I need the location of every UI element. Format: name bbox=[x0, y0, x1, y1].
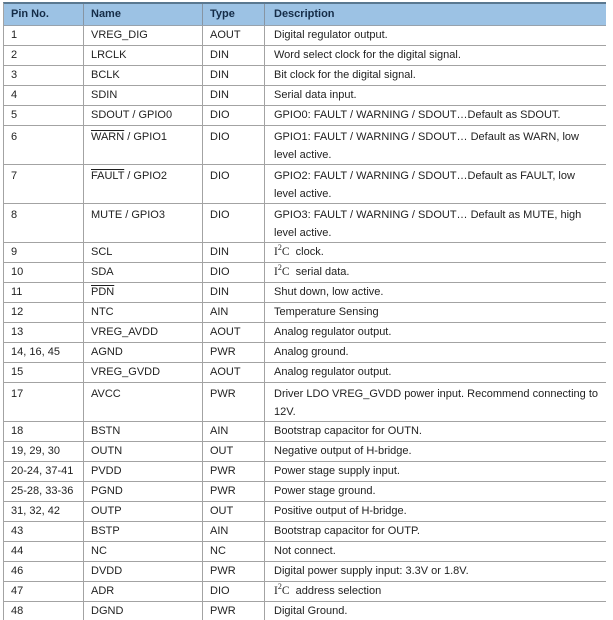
pin-number-cell: 31, 32, 42 bbox=[4, 502, 84, 521]
table-row bbox=[4, 46, 606, 66]
pin-description-cell: Digital Ground. bbox=[274, 605, 348, 617]
pin-type-cell: DIO bbox=[203, 106, 265, 125]
pin-number-cell: 6 bbox=[4, 126, 84, 164]
pin-description-cell: Positive output of H-bridge. bbox=[274, 505, 407, 517]
pin-number-cell: 44 bbox=[4, 542, 84, 561]
pin-name-cell: VREG_GVDD bbox=[84, 363, 203, 382]
column-header-type: Type bbox=[203, 4, 265, 25]
pin-number-cell: 7 bbox=[4, 165, 84, 203]
pin-name-cell: NC bbox=[84, 542, 203, 561]
pin-name-cell: PGND bbox=[84, 482, 203, 501]
pin-description-cell: GPIO0: FAULT / WARNING / SDOUT…Default as SDOUT. bbox=[274, 109, 561, 121]
pin-description-cell: Not connect. bbox=[274, 545, 336, 557]
pin-type-cell: DIN bbox=[203, 46, 265, 65]
pin-name-cell: PVDD bbox=[84, 462, 203, 481]
pin-description-cell: Power stage ground. bbox=[274, 485, 376, 497]
pin-type-cell: PWR bbox=[203, 383, 265, 421]
pin-type-cell: DIO bbox=[203, 126, 265, 164]
pin-type-cell: PWR bbox=[203, 562, 265, 581]
table-row bbox=[4, 86, 606, 106]
pin-type-cell: DIO bbox=[203, 165, 265, 203]
pin-number-cell: 25-28, 33-36 bbox=[4, 482, 84, 501]
pin-description-cell: Digital regulator output. bbox=[274, 29, 388, 41]
pin-name-cell: SDOUT / GPIO0 bbox=[84, 106, 203, 125]
i2c-label: $I^2C$ bbox=[274, 263, 290, 278]
pin-type-cell: AIN bbox=[203, 303, 265, 322]
pin-type-cell: DIN bbox=[203, 283, 265, 302]
pin-name-cell: DGND bbox=[84, 602, 203, 620]
pin-description-cell: Word select clock for the digital signal. bbox=[274, 49, 461, 61]
pin-number-cell: 14, 16, 45 bbox=[4, 343, 84, 362]
pin-name-cell: VREG_AVDD bbox=[84, 323, 203, 342]
table-row bbox=[4, 26, 606, 46]
table-row bbox=[4, 582, 606, 602]
pin-description-table bbox=[3, 2, 606, 620]
pin-type-cell: PWR bbox=[203, 343, 265, 362]
table-row bbox=[4, 204, 606, 243]
table-row bbox=[4, 383, 606, 422]
pin-description-cell: Analog regulator output. bbox=[274, 326, 392, 338]
pin-type-cell: DIO bbox=[203, 582, 265, 601]
pin-number-cell: 15 bbox=[4, 363, 84, 382]
table-row bbox=[4, 422, 606, 442]
table-row bbox=[4, 66, 606, 86]
table-header-row bbox=[4, 4, 606, 26]
table-row bbox=[4, 542, 606, 562]
pin-name-cell: VREG_DIG bbox=[84, 26, 203, 45]
pin-number-cell: 17 bbox=[4, 383, 84, 421]
pin-description-cell: Digital power supply input: 3.3V or 1.8V. bbox=[274, 565, 469, 577]
table-row bbox=[4, 323, 606, 343]
pin-name-cell: OUTP bbox=[84, 502, 203, 521]
pin-number-cell: 47 bbox=[4, 582, 84, 601]
pin-description-cell: Driver LDO VREG_GVDD power input. Recommend connecting to 12V. bbox=[274, 388, 599, 418]
table-row bbox=[4, 243, 606, 263]
table-row bbox=[4, 363, 606, 383]
pin-name-cell: WARN / GPIO1 bbox=[84, 126, 203, 164]
pin-description-cell: GPIO2: FAULT / WARNING / SDOUT…Default as FAULT, low level active. bbox=[274, 170, 575, 200]
table-row bbox=[4, 126, 606, 165]
pin-number-cell: 43 bbox=[4, 522, 84, 541]
table-row bbox=[4, 522, 606, 542]
table-row bbox=[4, 303, 606, 323]
pin-name-cell: AGND bbox=[84, 343, 203, 362]
pin-name-cell: BCLK bbox=[84, 66, 203, 85]
i2c-label: $I^2C$ bbox=[274, 582, 290, 597]
pin-description-cell: Analog regulator output. bbox=[274, 366, 392, 378]
pin-type-cell: AIN bbox=[203, 422, 265, 441]
pin-name-cell: SCL bbox=[84, 243, 203, 262]
pin-description-cell: Bootstrap capacitor for OUTN. bbox=[274, 425, 422, 437]
pin-description-cell: GPIO1: FAULT / WARNING / SDOUT… Default as WARN, low level active. bbox=[274, 131, 579, 161]
pin-name-cell: BSTP bbox=[84, 522, 203, 541]
pin-type-cell: DIO bbox=[203, 204, 265, 242]
pin-number-cell: 13 bbox=[4, 323, 84, 342]
pin-type-cell: NC bbox=[203, 542, 265, 561]
pin-description-cell: Power stage supply input. bbox=[274, 465, 400, 477]
i2c-label: $I^2C$ bbox=[274, 243, 290, 258]
pin-name-cell: AVCC bbox=[84, 383, 203, 421]
pin-description-cell: $I^2C$ clock. bbox=[274, 243, 324, 258]
pin-description-cell: $I^2C$ address selection bbox=[274, 582, 382, 597]
pin-type-cell: AOUT bbox=[203, 363, 265, 382]
pin-type-cell: PWR bbox=[203, 602, 265, 620]
pin-type-cell: AIN bbox=[203, 522, 265, 541]
pin-type-cell: DIO bbox=[203, 263, 265, 282]
overlined-signal-name: WARN bbox=[91, 131, 125, 143]
pin-type-cell: DIN bbox=[203, 66, 265, 85]
pin-description-cell: Analog ground. bbox=[274, 346, 349, 358]
pin-type-cell: DIN bbox=[203, 86, 265, 105]
table-row bbox=[4, 343, 606, 363]
pin-number-cell: 3 bbox=[4, 66, 84, 85]
pin-number-cell: 19, 29, 30 bbox=[4, 442, 84, 461]
pin-number-cell: 8 bbox=[4, 204, 84, 242]
pin-number-cell: 9 bbox=[4, 243, 84, 262]
pin-description-cell: Negative output of H-bridge. bbox=[274, 445, 412, 457]
pin-number-cell: 46 bbox=[4, 562, 84, 581]
pin-name-cell: DVDD bbox=[84, 562, 203, 581]
pin-type-cell: AOUT bbox=[203, 26, 265, 45]
pin-name-cell: OUTN bbox=[84, 442, 203, 461]
pin-name-cell: ADR bbox=[84, 582, 203, 601]
pin-number-cell: 1 bbox=[4, 26, 84, 45]
pin-name-cell: LRCLK bbox=[84, 46, 203, 65]
table-row bbox=[4, 602, 606, 620]
pin-number-cell: 12 bbox=[4, 303, 84, 322]
pin-description-cell: Bit clock for the digital signal. bbox=[274, 69, 416, 81]
pin-name-cell: BSTN bbox=[84, 422, 203, 441]
pin-number-cell: 11 bbox=[4, 283, 84, 302]
pin-name-cell: NTC bbox=[84, 303, 203, 322]
column-header-name: Name bbox=[84, 4, 203, 25]
pin-type-cell: OUT bbox=[203, 502, 265, 521]
pin-name-cell: SDA bbox=[84, 263, 203, 282]
pin-number-cell: 4 bbox=[4, 86, 84, 105]
pin-number-cell: 18 bbox=[4, 422, 84, 441]
pin-number-cell: 10 bbox=[4, 263, 84, 282]
overlined-signal-name: FAULT bbox=[91, 170, 125, 182]
table-row bbox=[4, 482, 606, 502]
column-header-pin: Pin No. bbox=[4, 4, 84, 25]
table-row bbox=[4, 263, 606, 283]
pin-type-cell: AOUT bbox=[203, 323, 265, 342]
table-row bbox=[4, 106, 606, 126]
pin-description-cell: Shut down, low active. bbox=[274, 286, 384, 298]
table-row bbox=[4, 165, 606, 204]
table-body bbox=[4, 26, 606, 620]
table-row bbox=[4, 562, 606, 582]
pin-type-cell: OUT bbox=[203, 442, 265, 461]
pin-number-cell: 5 bbox=[4, 106, 84, 125]
pin-name-cell: FAULT / GPIO2 bbox=[84, 165, 203, 203]
pin-name-cell: SDIN bbox=[84, 86, 203, 105]
pin-description-cell: Bootstrap capacitor for OUTP. bbox=[274, 525, 420, 537]
pin-name-cell: MUTE / GPIO3 bbox=[84, 204, 203, 242]
pin-number-cell: 48 bbox=[4, 602, 84, 620]
pin-description-cell: GPIO3: FAULT / WARNING / SDOUT… Default as MUTE, high level active. bbox=[274, 209, 582, 239]
pin-description-cell: Serial data input. bbox=[274, 89, 357, 101]
table-row bbox=[4, 502, 606, 522]
table-row bbox=[4, 462, 606, 482]
pin-number-cell: 2 bbox=[4, 46, 84, 65]
table-row bbox=[4, 283, 606, 303]
pin-type-cell: DIN bbox=[203, 243, 265, 262]
pin-number-cell: 20-24, 37-41 bbox=[4, 462, 84, 481]
pin-name-cell bbox=[84, 283, 203, 302]
overlined-signal-name: $\overline{PDN}$ bbox=[91, 286, 115, 298]
table-row bbox=[4, 442, 606, 462]
column-header-description: Description bbox=[274, 8, 335, 20]
pin-description-cell: Temperature Sensing bbox=[274, 306, 379, 318]
pin-description-cell: $I^2C$ serial data. bbox=[274, 263, 350, 278]
pin-type-cell: PWR bbox=[203, 462, 265, 481]
pin-type-cell: PWR bbox=[203, 482, 265, 501]
